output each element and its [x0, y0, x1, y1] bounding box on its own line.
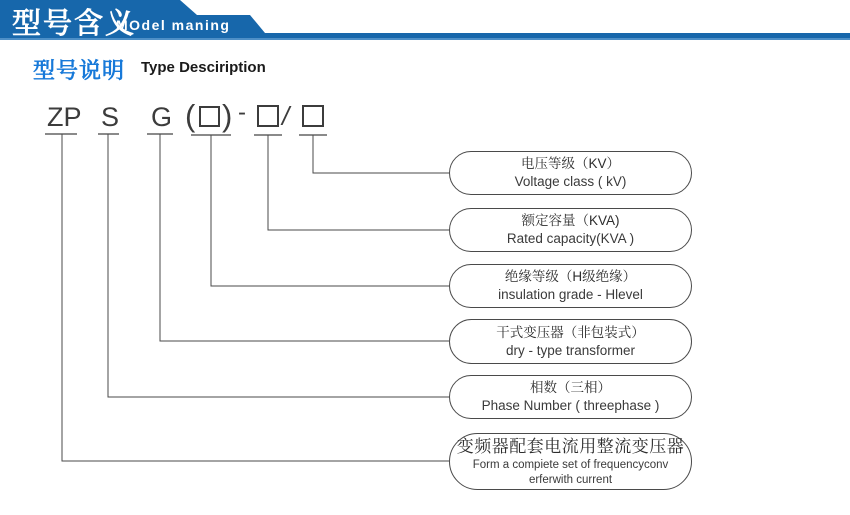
legend-en: Voltage class ( kV)	[514, 174, 627, 189]
code-underline	[147, 133, 173, 135]
legend-zh: 绝缘等级（H级绝缘）	[504, 269, 637, 285]
legend-zh: 变频器配套电流用整流变压器	[456, 437, 685, 457]
legend-item-rated-capacity	[449, 208, 692, 252]
code-token-zp: ZP	[47, 102, 82, 132]
page-title: 型号含义	[12, 8, 137, 40]
code-dash: -	[238, 99, 246, 126]
legend-zh: 额定容量（KVA)	[521, 213, 620, 229]
legend-zh: 相数（三相）	[530, 380, 611, 396]
code-underline	[98, 133, 119, 135]
placeholder-box-icon	[302, 105, 324, 127]
code-underline	[191, 134, 231, 136]
legend-item-insulation-grade	[449, 264, 692, 308]
legend-zh: 干式变压器（非包装式）	[496, 324, 645, 340]
legend-item-rectifier-transformer	[449, 433, 692, 490]
legend-item-phase-number	[449, 375, 692, 419]
code-token-g: G	[151, 102, 173, 132]
page-subtitle: MOdel maning	[116, 17, 231, 33]
legend-zh: 电压等级（KV）	[520, 156, 620, 172]
legend-en: dry - type transformer	[505, 342, 636, 358]
close-paren: )	[222, 98, 233, 133]
legend-item-dry-type	[449, 319, 692, 364]
code-underline	[45, 133, 77, 135]
code-token-s: S	[101, 102, 120, 132]
code-underline	[254, 134, 282, 136]
placeholder-box-icon	[257, 105, 279, 127]
legend-en: Phase Number ( threephase )	[481, 398, 660, 413]
header-banner	[0, 0, 850, 42]
code-slash: /	[282, 101, 290, 131]
open-paren: (	[185, 98, 196, 133]
section-title-zh: 型号说明	[33, 58, 126, 83]
legend-en: Form a compiete set of frequencyconv	[472, 459, 669, 472]
placeholder-box-icon	[199, 106, 220, 127]
legend-en: Rated capacity(KVA )	[506, 231, 635, 246]
legend-en: erferwith current	[528, 473, 613, 486]
legend-item-voltage-class	[449, 151, 692, 195]
legend-en: insulation grade - Hlevel	[498, 287, 643, 302]
section-title-en: Type Desciription	[141, 59, 266, 76]
code-underline	[299, 134, 327, 136]
